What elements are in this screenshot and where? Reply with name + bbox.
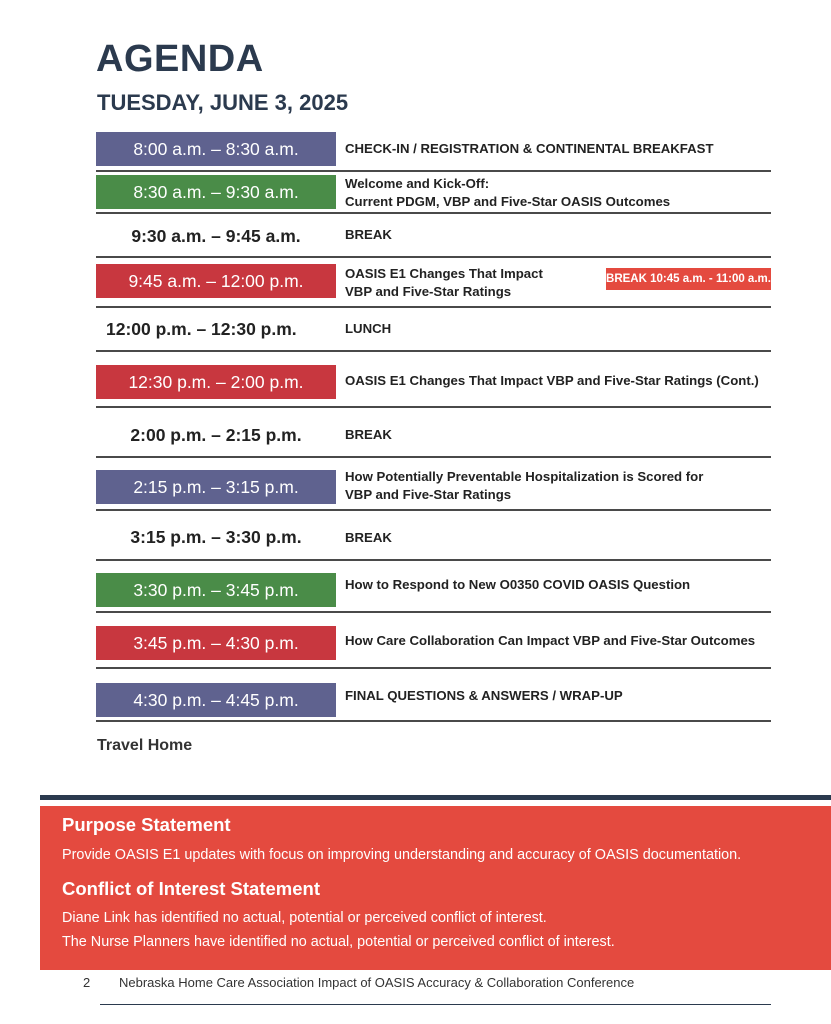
session-description-line: OASIS E1 Changes That Impact VBP and Five-Star Ratings (Cont.) — [345, 373, 759, 388]
session-description — [345, 372, 771, 390]
date-heading: TUESDAY, JUNE 3, 2025 — [97, 90, 349, 115]
session-description-line: Current PDGM, VBP and Five-Star OASIS Outcomes — [345, 194, 671, 209]
session-description-line: How to Respond to New O0350 COVID OASIS Question — [345, 577, 691, 592]
session-description-line: How Care Collaboration Can Impact VBP and Five-Star Outcomes — [345, 633, 756, 648]
session-time: 3:15 p.m. – 3:30 p.m. — [130, 527, 302, 547]
session-description-line: FINAL QUESTIONS & ANSWERS / WRAP-UP — [345, 688, 623, 703]
session-time: 8:30 a.m. – 9:30 a.m. — [96, 175, 336, 209]
agenda-row — [96, 511, 771, 561]
session-description-line: How Potentially Preventable Hospitalization is Scored for — [345, 469, 704, 484]
footer-text: Nebraska Home Care Association Impact of OASIS Accuracy & Collaboration Conference — [119, 975, 635, 990]
session-time: 9:30 a.m. – 9:45 a.m. — [131, 226, 301, 246]
session-time: 4:30 p.m. – 4:45 p.m. — [96, 683, 336, 717]
conflict-line-1: Diane Link has identified no actual, potential or perceived conflict of interest. — [62, 910, 547, 926]
session-description-line: Welcome and Kick-Off: — [345, 176, 490, 191]
session-time: 2:15 p.m. – 3:15 p.m. — [96, 470, 336, 504]
session-time: 3:45 p.m. – 4:30 p.m. — [96, 626, 336, 660]
session-description — [345, 468, 771, 504]
statements-box — [40, 806, 831, 970]
session-description-line: BREAK — [345, 530, 392, 545]
footer-rule — [100, 1004, 771, 1005]
agenda-row — [96, 132, 771, 172]
session-time: 12:30 p.m. – 2:00 p.m. — [96, 365, 336, 399]
session-time: 9:45 a.m. – 12:00 p.m. — [96, 264, 336, 298]
session-description-line: CHECK-IN / REGISTRATION & CONTINENTAL BREAKFAST — [345, 141, 714, 156]
conflict-line-2: The Nurse Planners have identified no actual, potential or perceived conflict of interest. — [62, 934, 615, 950]
agenda-row — [96, 172, 771, 214]
session-time: 12:00 p.m. – 12:30 p.m. — [106, 319, 297, 339]
section-divider — [40, 795, 831, 800]
session-description — [345, 175, 771, 211]
agenda-row — [96, 308, 771, 352]
agenda-row — [96, 258, 771, 308]
session-description-line: BREAK — [345, 427, 392, 442]
session-description — [345, 140, 771, 158]
break-badge: BREAK 10:45 a.m. - 11:00 a.m. — [606, 268, 771, 290]
agenda-row — [96, 613, 771, 669]
session-description-line: BREAK — [345, 227, 392, 242]
purpose-heading: Purpose Statement — [62, 814, 231, 835]
session-description-line: LUNCH — [345, 321, 392, 336]
agenda-row — [96, 458, 771, 511]
session-description — [345, 226, 771, 244]
page-number: 2 — [83, 975, 91, 990]
travel-home: Travel Home — [97, 737, 193, 754]
purpose-text: Provide OASIS E1 updates with focus on improving understanding and accuracy of OASIS documentation. — [62, 847, 742, 863]
session-description — [345, 632, 771, 650]
conflict-heading: Conflict of Interest Statement — [62, 878, 320, 899]
agenda-row — [96, 561, 771, 613]
agenda-row — [96, 408, 771, 458]
session-description — [345, 320, 771, 338]
agenda-row — [96, 214, 771, 258]
session-description-line: OASIS E1 Changes That Impact — [345, 266, 543, 281]
session-description-line: VBP and Five-Star Ratings — [345, 487, 512, 502]
session-time: 3:30 p.m. – 3:45 p.m. — [96, 573, 336, 607]
session-description — [345, 576, 771, 594]
agenda-row — [96, 669, 771, 722]
session-description — [345, 426, 771, 444]
session-description — [345, 687, 771, 705]
session-description-line: VBP and Five-Star Ratings — [345, 284, 512, 299]
session-time: 8:00 a.m. – 8:30 a.m. — [96, 132, 336, 166]
session-description — [345, 529, 771, 547]
page-title: AGENDA — [96, 38, 264, 80]
session-time: 2:00 p.m. – 2:15 p.m. — [130, 425, 302, 445]
agenda-row — [96, 352, 771, 408]
